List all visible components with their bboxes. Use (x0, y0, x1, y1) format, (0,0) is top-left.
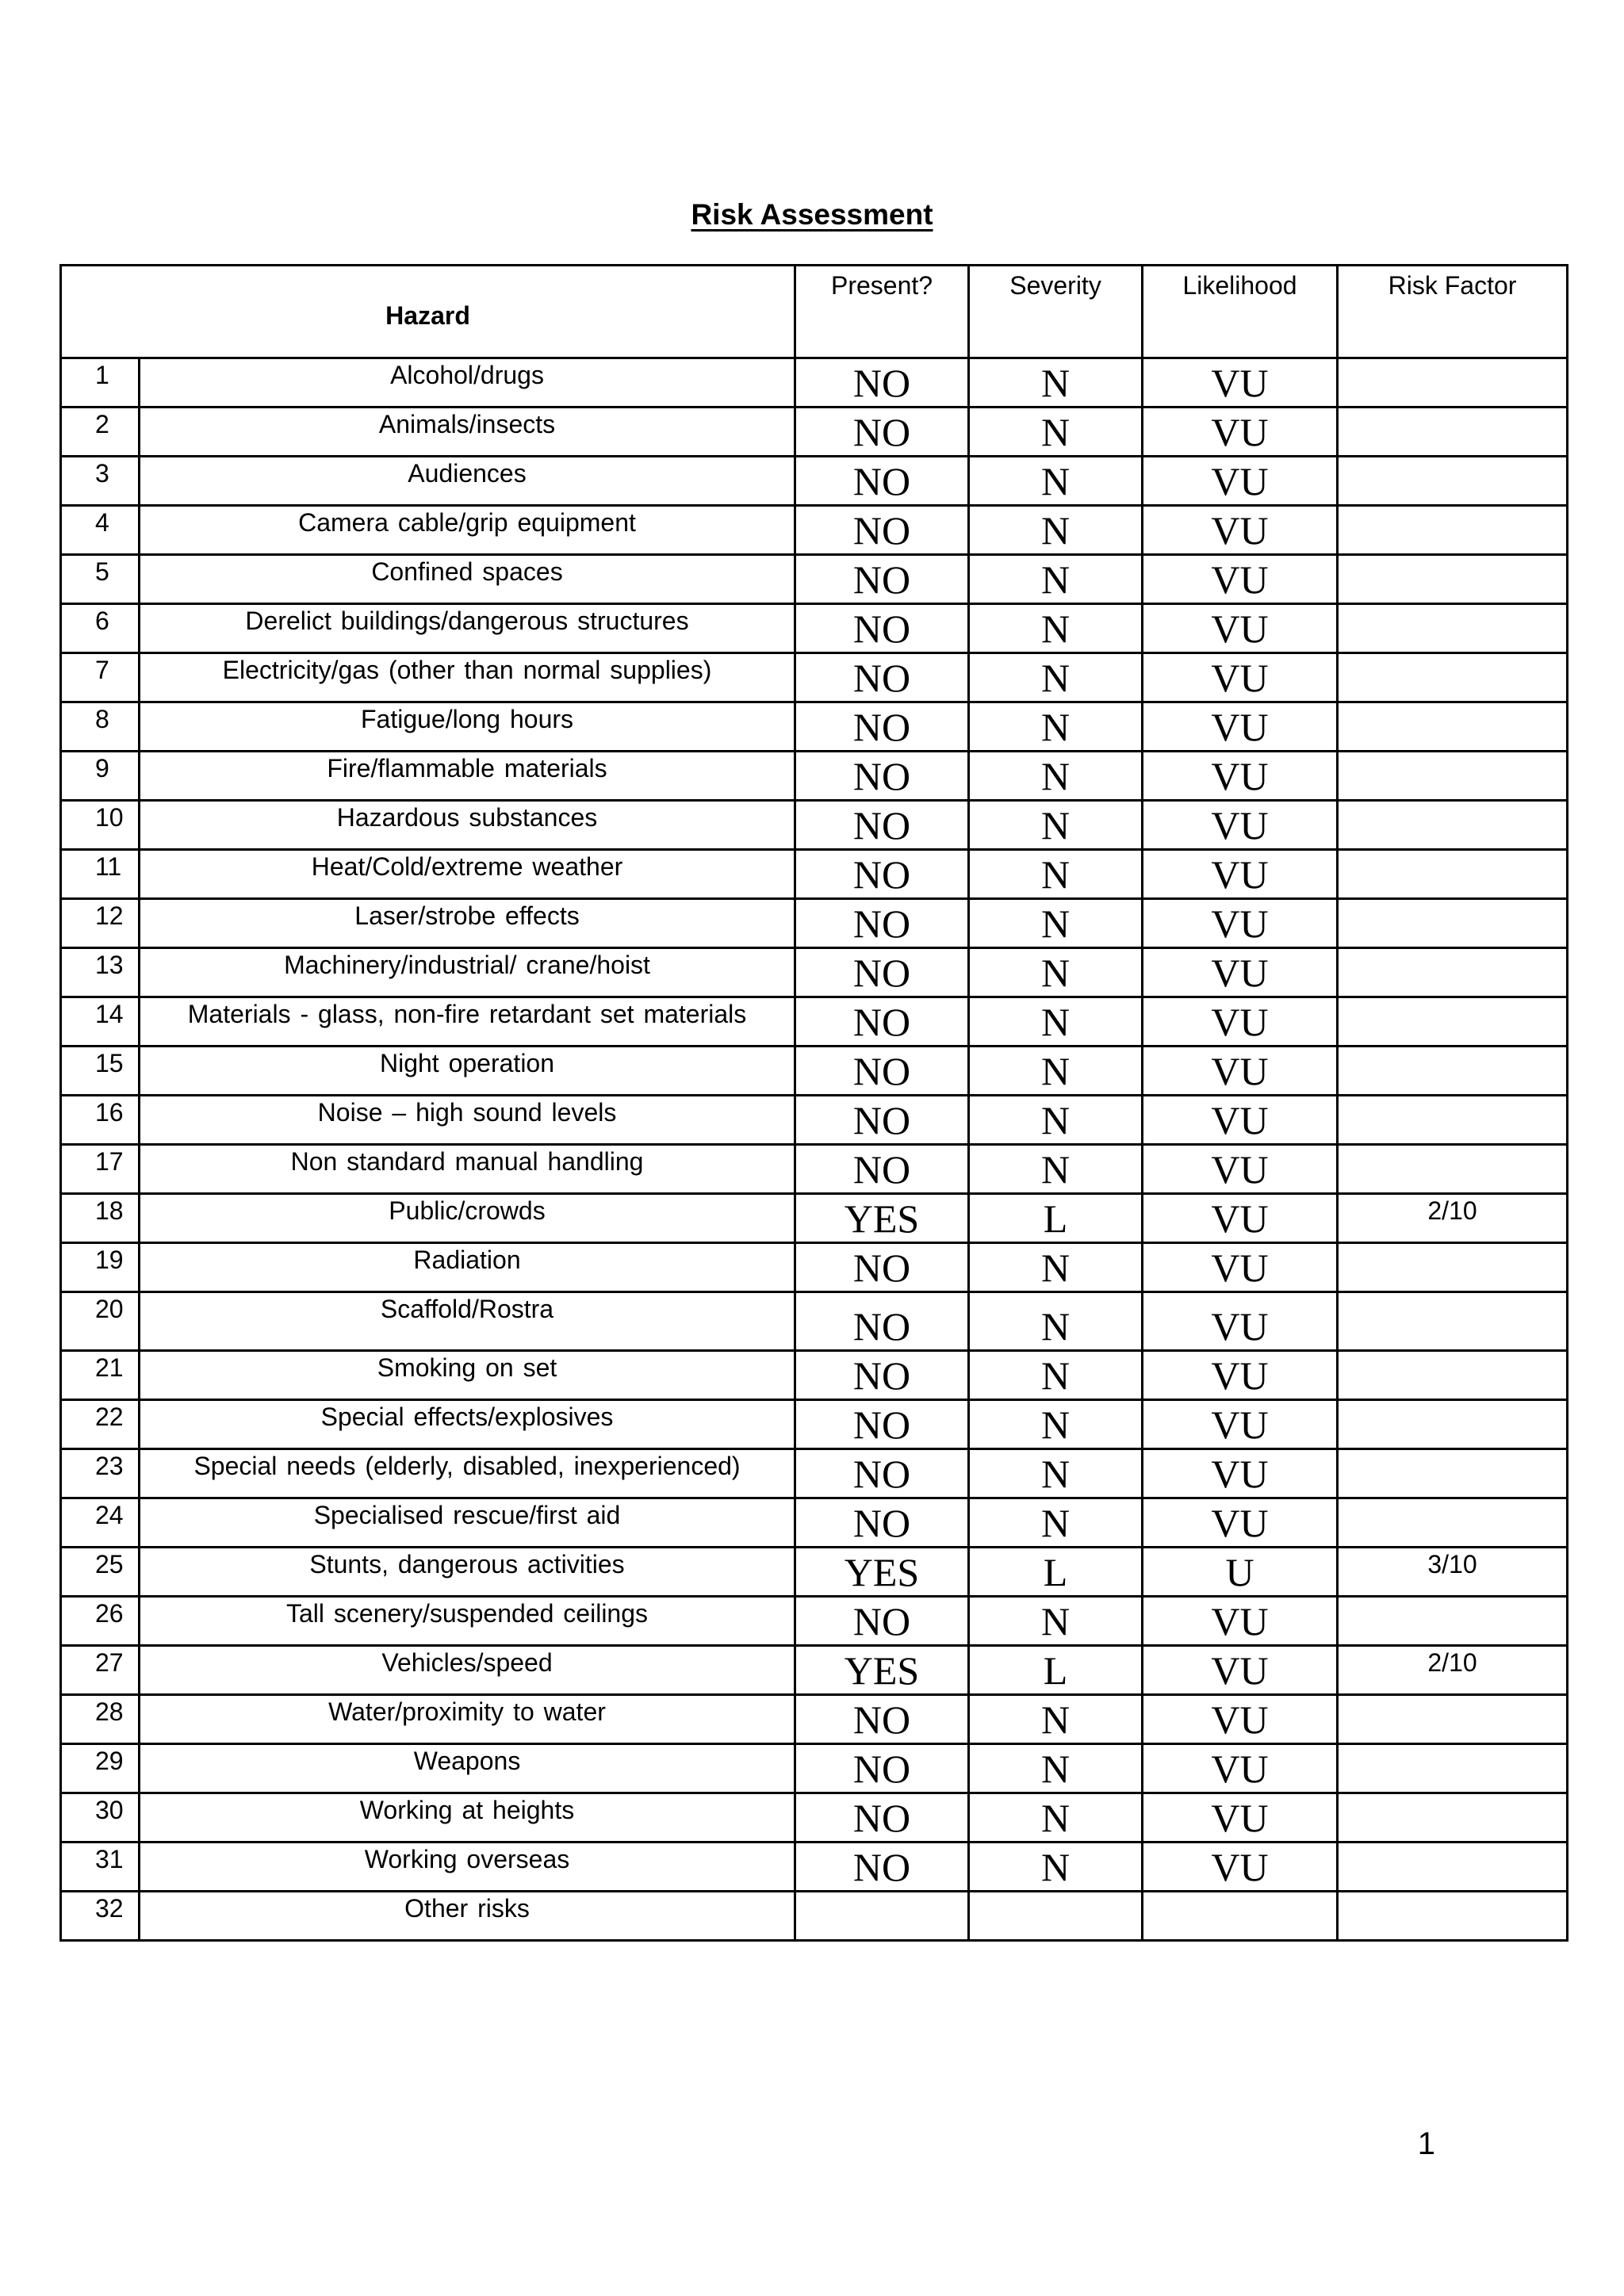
row-number: 20 (61, 1292, 140, 1351)
present-cell (795, 1892, 969, 1941)
risk-factor-cell (1338, 899, 1568, 948)
table-row (61, 1243, 1568, 1292)
risk-factor-cell (1338, 408, 1568, 457)
row-number: 23 (61, 1449, 140, 1498)
row-number: 30 (61, 1793, 140, 1843)
table-row (61, 506, 1568, 555)
table-row (61, 1892, 1568, 1941)
hazard-cell: Derelict buildings/dangerous structures (140, 604, 795, 653)
row-number: 25 (61, 1548, 140, 1597)
row-number: 14 (61, 997, 140, 1047)
hazard-cell: Animals/insects (140, 408, 795, 457)
header-present: Present? (795, 266, 969, 358)
risk-factor-cell (1338, 801, 1568, 850)
risk-factor-cell (1338, 358, 1568, 408)
severity-cell: N (969, 358, 1143, 408)
risk-factor-cell (1338, 555, 1568, 604)
severity-cell: N (969, 1695, 1143, 1744)
risk-factor-cell (1338, 1498, 1568, 1548)
table-body (61, 358, 1568, 1941)
table-row (61, 555, 1568, 604)
present-cell: NO (795, 1351, 969, 1400)
present-cell: NO (795, 1449, 969, 1498)
table-row (61, 948, 1568, 997)
severity-cell: N (969, 604, 1143, 653)
row-number: 19 (61, 1243, 140, 1292)
hazard-cell: Confined spaces (140, 555, 795, 604)
present-cell: NO (795, 899, 969, 948)
hazard-cell: Electricity/gas (other than normal supplies) (140, 653, 795, 702)
present-cell: NO (795, 1096, 969, 1145)
table-row (61, 702, 1568, 752)
present-cell: NO (795, 408, 969, 457)
likelihood-cell: VU (1143, 1843, 1338, 1892)
present-cell: NO (795, 653, 969, 702)
severity-cell: N (969, 1744, 1143, 1793)
row-number: 1 (61, 358, 140, 408)
severity-cell: N (969, 1793, 1143, 1843)
table-row (61, 1646, 1568, 1695)
likelihood-cell: VU (1143, 1292, 1338, 1351)
likelihood-cell: VU (1143, 997, 1338, 1047)
table-row (61, 1351, 1568, 1400)
severity-cell: L (969, 1548, 1143, 1597)
present-cell: NO (795, 1597, 969, 1646)
present-cell: YES (795, 1646, 969, 1695)
severity-cell: L (969, 1646, 1143, 1695)
table-row (61, 1096, 1568, 1145)
table-row (61, 1793, 1568, 1843)
risk-factor-cell (1338, 506, 1568, 555)
hazard-cell: Scaffold/Rostra (140, 1292, 795, 1351)
severity-cell: N (969, 1843, 1143, 1892)
likelihood-cell: VU (1143, 1096, 1338, 1145)
hazard-cell: Camera cable/grip equipment (140, 506, 795, 555)
hazard-cell: Fatigue/long hours (140, 702, 795, 752)
row-number: 31 (61, 1843, 140, 1892)
table-row (61, 1194, 1568, 1243)
likelihood-cell: VU (1143, 408, 1338, 457)
hazard-cell: Other risks (140, 1892, 795, 1941)
row-number: 24 (61, 1498, 140, 1548)
severity-cell: N (969, 1096, 1143, 1145)
present-cell: NO (795, 506, 969, 555)
row-number: 10 (61, 801, 140, 850)
present-cell: NO (795, 850, 969, 899)
present-cell: NO (795, 358, 969, 408)
table-row (61, 1695, 1568, 1744)
severity-cell: N (969, 1292, 1143, 1351)
row-number: 27 (61, 1646, 140, 1695)
risk-factor-cell (1338, 1449, 1568, 1498)
present-cell: NO (795, 604, 969, 653)
table-row (61, 1597, 1568, 1646)
hazard-cell: Heat/Cold/extreme weather (140, 850, 795, 899)
risk-factor-cell (1338, 752, 1568, 801)
present-cell: NO (795, 1145, 969, 1194)
row-number: 5 (61, 555, 140, 604)
row-number: 17 (61, 1145, 140, 1194)
hazard-cell: Fire/flammable materials (140, 752, 795, 801)
severity-cell: N (969, 948, 1143, 997)
likelihood-cell: VU (1143, 1243, 1338, 1292)
risk-factor-cell (1338, 604, 1568, 653)
likelihood-cell: VU (1143, 948, 1338, 997)
likelihood-cell: VU (1143, 457, 1338, 506)
table-row (61, 997, 1568, 1047)
table-row (61, 1744, 1568, 1793)
table-row (61, 358, 1568, 408)
table-row (61, 457, 1568, 506)
likelihood-cell: VU (1143, 702, 1338, 752)
row-number: 8 (61, 702, 140, 752)
risk-factor-cell (1338, 1292, 1568, 1351)
likelihood-cell: VU (1143, 1449, 1338, 1498)
likelihood-cell: VU (1143, 1498, 1338, 1548)
present-cell: NO (795, 801, 969, 850)
present-cell: NO (795, 1793, 969, 1843)
present-cell: NO (795, 1843, 969, 1892)
likelihood-cell: VU (1143, 1047, 1338, 1096)
risk-factor-cell (1338, 653, 1568, 702)
risk-factor-cell (1338, 702, 1568, 752)
table-row (61, 1843, 1568, 1892)
table-row (61, 1047, 1568, 1096)
risk-factor-cell (1338, 1400, 1568, 1449)
present-cell: NO (795, 1498, 969, 1548)
severity-cell: N (969, 752, 1143, 801)
likelihood-cell: VU (1143, 653, 1338, 702)
likelihood-cell: VU (1143, 1793, 1338, 1843)
severity-cell: N (969, 506, 1143, 555)
likelihood-cell: VU (1143, 555, 1338, 604)
likelihood-cell: VU (1143, 506, 1338, 555)
row-number: 7 (61, 653, 140, 702)
risk-factor-cell (1338, 1597, 1568, 1646)
table-row (61, 1449, 1568, 1498)
header-hazard: Hazard (61, 266, 795, 358)
hazard-cell: Radiation (140, 1243, 795, 1292)
present-cell: NO (795, 1695, 969, 1744)
table-row (61, 1498, 1568, 1548)
present-cell: NO (795, 457, 969, 506)
hazard-cell: Audiences (140, 457, 795, 506)
likelihood-cell (1143, 1892, 1338, 1941)
table-row (61, 1548, 1568, 1597)
row-number: 13 (61, 948, 140, 997)
row-number: 2 (61, 408, 140, 457)
likelihood-cell: VU (1143, 801, 1338, 850)
present-cell: NO (795, 555, 969, 604)
table-row (61, 1292, 1568, 1351)
severity-cell: N (969, 1597, 1143, 1646)
hazard-cell: Hazardous substances (140, 801, 795, 850)
risk-factor-cell (1338, 1744, 1568, 1793)
row-number: 15 (61, 1047, 140, 1096)
severity-cell: N (969, 555, 1143, 604)
hazard-cell: Non standard manual handling (140, 1145, 795, 1194)
hazard-cell: Specialised rescue/first aid (140, 1498, 795, 1548)
row-number: 21 (61, 1351, 140, 1400)
table-row (61, 850, 1568, 899)
likelihood-cell: VU (1143, 604, 1338, 653)
row-number: 3 (61, 457, 140, 506)
page-title: Risk Assessment (691, 198, 933, 231)
hazard-cell: Tall scenery/suspended ceilings (140, 1597, 795, 1646)
table-row (61, 604, 1568, 653)
hazard-cell: Water/proximity to water (140, 1695, 795, 1744)
hazard-cell: Noise – high sound levels (140, 1096, 795, 1145)
row-number: 28 (61, 1695, 140, 1744)
likelihood-cell: U (1143, 1548, 1338, 1597)
likelihood-cell: VU (1143, 850, 1338, 899)
risk-factor-cell (1338, 1047, 1568, 1096)
risk-assessment-table (59, 264, 1568, 1942)
severity-cell: N (969, 1449, 1143, 1498)
risk-factor-cell: 3/10 (1338, 1548, 1568, 1597)
present-cell: NO (795, 1400, 969, 1449)
risk-factor-cell (1338, 850, 1568, 899)
row-number: 29 (61, 1744, 140, 1793)
hazard-cell: Weapons (140, 1744, 795, 1793)
severity-cell (969, 1892, 1143, 1941)
severity-cell: N (969, 1400, 1143, 1449)
table-row (61, 1400, 1568, 1449)
severity-cell: N (969, 1498, 1143, 1548)
hazard-cell: Materials - glass, non-fire retardant set materials (140, 997, 795, 1047)
hazard-cell: Alcohol/drugs (140, 358, 795, 408)
severity-cell: N (969, 653, 1143, 702)
severity-cell: N (969, 997, 1143, 1047)
severity-cell: N (969, 1047, 1143, 1096)
table-row (61, 752, 1568, 801)
hazard-cell: Stunts, dangerous activities (140, 1548, 795, 1597)
present-cell: NO (795, 1744, 969, 1793)
table-row (61, 899, 1568, 948)
hazard-cell: Laser/strobe effects (140, 899, 795, 948)
hazard-cell: Machinery/industrial/ crane/hoist (140, 948, 795, 997)
risk-factor-cell (1338, 1243, 1568, 1292)
header-severity: Severity (969, 266, 1143, 358)
risk-factor-cell (1338, 1892, 1568, 1941)
row-number: 16 (61, 1096, 140, 1145)
likelihood-cell: VU (1143, 752, 1338, 801)
row-number: 18 (61, 1194, 140, 1243)
risk-factor-cell (1338, 457, 1568, 506)
hazard-cell: Working at heights (140, 1793, 795, 1843)
severity-cell: N (969, 1351, 1143, 1400)
header-likelihood: Likelihood (1143, 266, 1338, 358)
risk-factor-cell: 2/10 (1338, 1194, 1568, 1243)
severity-cell: N (969, 702, 1143, 752)
present-cell: NO (795, 752, 969, 801)
hazard-cell: Special needs (elderly, disabled, inexperienced) (140, 1449, 795, 1498)
risk-factor-cell (1338, 1351, 1568, 1400)
row-number: 4 (61, 506, 140, 555)
table-row (61, 801, 1568, 850)
hazard-cell: Working overseas (140, 1843, 795, 1892)
hazard-cell: Special effects/explosives (140, 1400, 795, 1449)
row-number: 32 (61, 1892, 140, 1941)
likelihood-cell: VU (1143, 1744, 1338, 1793)
row-number: 26 (61, 1597, 140, 1646)
present-cell: NO (795, 702, 969, 752)
risk-factor-cell (1338, 1145, 1568, 1194)
risk-factor-cell (1338, 1695, 1568, 1744)
row-number: 6 (61, 604, 140, 653)
likelihood-cell: VU (1143, 1194, 1338, 1243)
present-cell: NO (795, 997, 969, 1047)
present-cell: YES (795, 1194, 969, 1243)
hazard-cell: Public/crowds (140, 1194, 795, 1243)
hazard-cell: Smoking on set (140, 1351, 795, 1400)
risk-factor-cell (1338, 1096, 1568, 1145)
table-row (61, 653, 1568, 702)
page-number: 1 (1417, 2126, 1435, 2161)
severity-cell: N (969, 899, 1143, 948)
likelihood-cell: VU (1143, 1400, 1338, 1449)
present-cell: NO (795, 948, 969, 997)
table-header-row (61, 266, 1568, 358)
row-number: 22 (61, 1400, 140, 1449)
risk-factor-cell (1338, 1793, 1568, 1843)
risk-factor-cell (1338, 1843, 1568, 1892)
present-cell: NO (795, 1292, 969, 1351)
row-number: 12 (61, 899, 140, 948)
likelihood-cell: VU (1143, 1695, 1338, 1744)
likelihood-cell: VU (1143, 1145, 1338, 1194)
present-cell: NO (795, 1243, 969, 1292)
severity-cell: N (969, 457, 1143, 506)
present-cell: YES (795, 1548, 969, 1597)
hazard-cell: Vehicles/speed (140, 1646, 795, 1695)
row-number: 9 (61, 752, 140, 801)
row-number: 11 (61, 850, 140, 899)
likelihood-cell: VU (1143, 1351, 1338, 1400)
likelihood-cell: VU (1143, 358, 1338, 408)
likelihood-cell: VU (1143, 1646, 1338, 1695)
table-row (61, 1145, 1568, 1194)
severity-cell: N (969, 1243, 1143, 1292)
severity-cell: N (969, 801, 1143, 850)
header-risk-factor: Risk Factor (1338, 266, 1568, 358)
severity-cell: N (969, 408, 1143, 457)
table-row (61, 408, 1568, 457)
hazard-cell: Night operation (140, 1047, 795, 1096)
risk-factor-cell: 2/10 (1338, 1646, 1568, 1695)
severity-cell: L (969, 1194, 1143, 1243)
severity-cell: N (969, 1145, 1143, 1194)
risk-factor-cell (1338, 948, 1568, 997)
likelihood-cell: VU (1143, 899, 1338, 948)
severity-cell: N (969, 850, 1143, 899)
risk-factor-cell (1338, 997, 1568, 1047)
present-cell: NO (795, 1047, 969, 1096)
likelihood-cell: VU (1143, 1597, 1338, 1646)
